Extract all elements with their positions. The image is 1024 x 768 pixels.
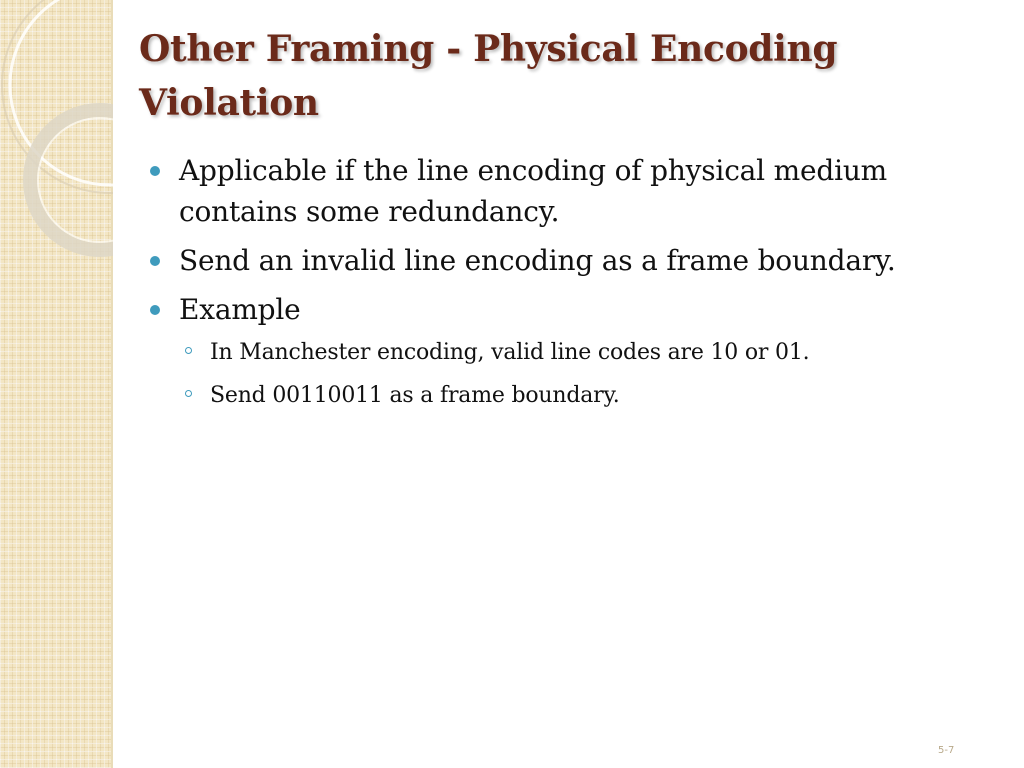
- slide-title: Other Framing - Physical Encoding Violation: [139, 28, 838, 124]
- bullet-item: [150, 240, 970, 281]
- slide-content: [150, 150, 970, 424]
- bullet-text: Applicable if the line encoding of physical medium contains some redundancy.: [179, 154, 888, 228]
- bullet-dot-icon: [150, 256, 160, 266]
- sub-bullet-text: Send 00110011 as a frame boundary.: [210, 383, 620, 408]
- sub-bullet-ring-icon: [185, 390, 192, 397]
- decorative-ring: [30, 110, 113, 250]
- sub-bullet-item: [150, 338, 970, 368]
- decorative-circle-large: [10, 0, 113, 185]
- decorative-sidebar: [0, 0, 113, 768]
- decorative-circles: [0, 0, 113, 768]
- decorative-circle-large-shadow: [2, 0, 113, 193]
- slide-number: 5-7: [938, 745, 955, 756]
- bullet-text: Send an invalid line encoding as a frame boundary.: [179, 244, 896, 277]
- sub-bullet-ring-icon: [185, 347, 192, 354]
- bullet-dot-icon: [150, 166, 160, 176]
- bullet-text: Example: [179, 293, 301, 326]
- sub-bullet-text: In Manchester encoding, valid line codes are 10 or 01.: [210, 340, 810, 365]
- sub-bullet-item: [150, 381, 970, 411]
- bullet-item: [150, 289, 970, 330]
- bullet-item: [150, 150, 970, 232]
- sub-bullet-list: [150, 338, 970, 411]
- bullet-dot-icon: [150, 305, 160, 315]
